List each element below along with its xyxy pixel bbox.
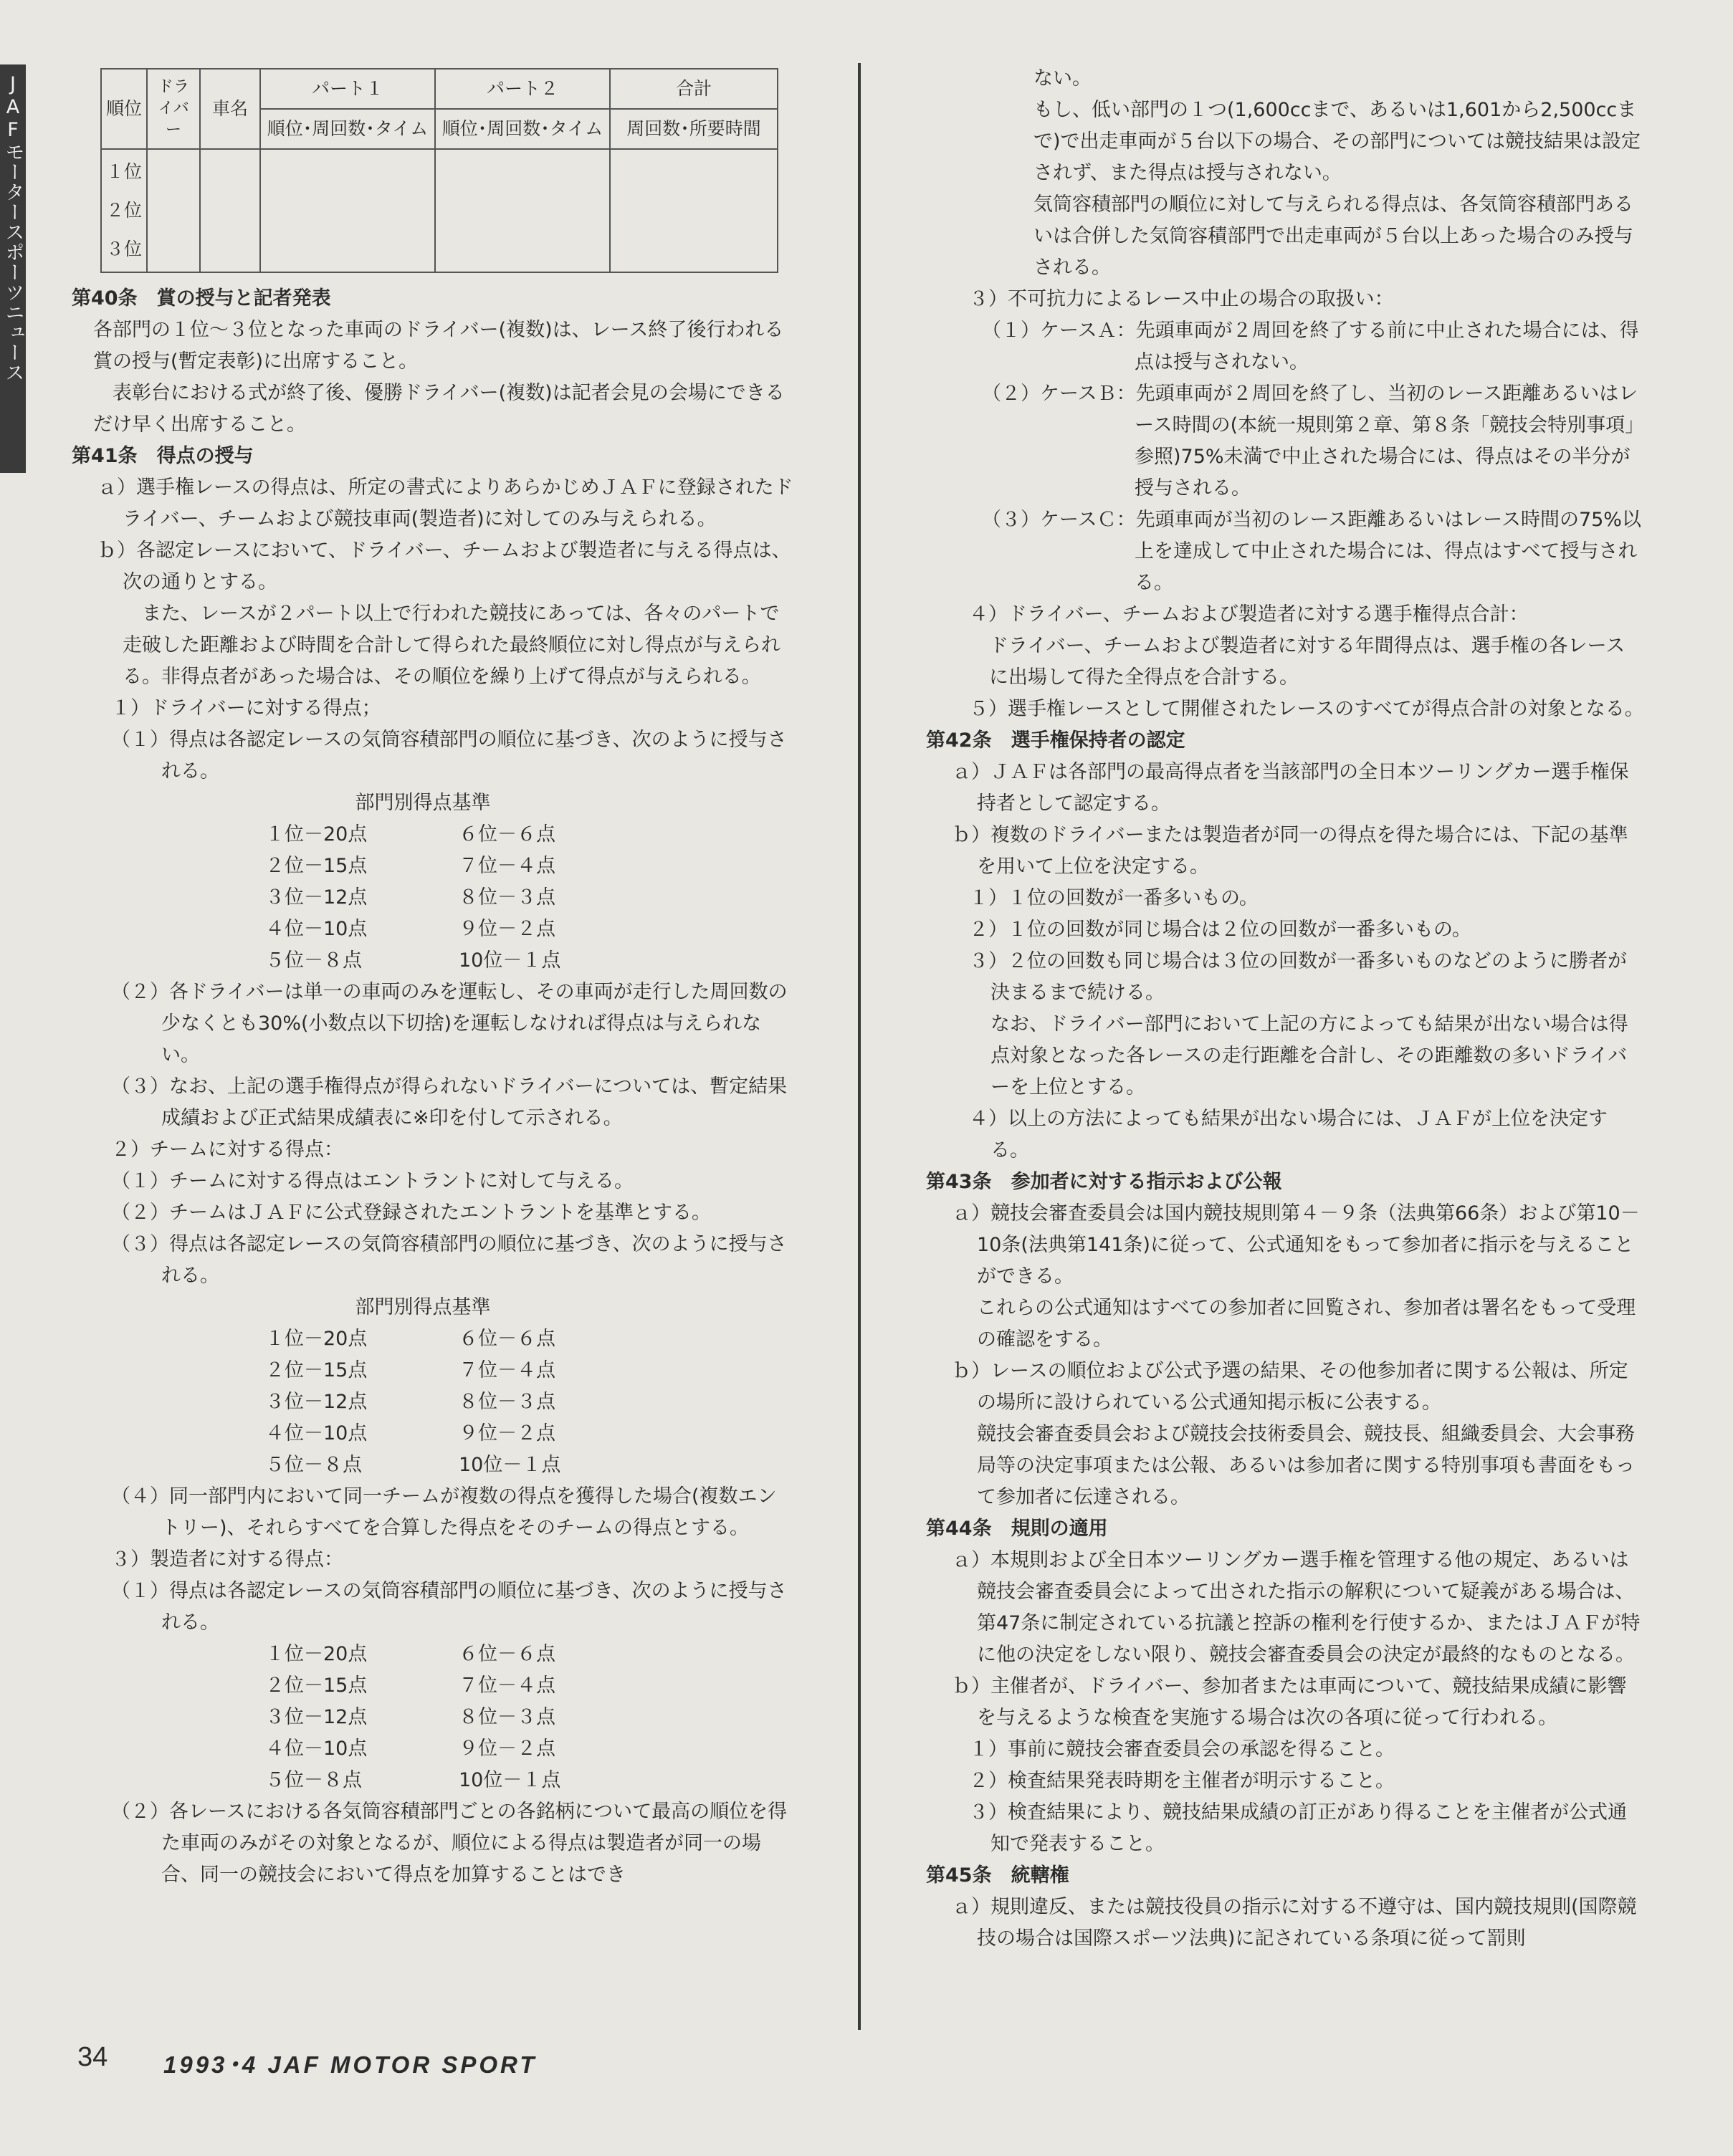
points-entry: ７位－４点 — [459, 1675, 555, 1697]
page-number: 34 — [77, 2042, 108, 2072]
points-entry: ７位－４点 — [459, 1359, 555, 1381]
rank-row: ３位 — [106, 239, 143, 259]
tiebreak-item: ４）以上の方法によっても結果が出ない場合には、ＪＡＦが上位を決定する。 — [969, 1108, 1608, 1161]
rank-row: １位 — [106, 161, 143, 182]
points-entry: 10位－１点 — [459, 1454, 561, 1476]
championship-total-heading: ４）ドライバー、チームおよび製造者に対する選手権得点合計： — [969, 603, 1529, 626]
continued-text: ない。 — [1033, 67, 1092, 90]
force-majeure-heading: ３）不可抗力によるレース中止の場合の取扱い： — [969, 288, 1394, 310]
inspection-item: １）事前に競技会審査委員会の承認を得ること。 — [969, 1738, 1395, 1760]
article-45-clause-a: ａ）規則違反、または競技役員の指示に対する不遵守は、国内競技規則(国際競技の場合は国際スポーツ法典)に記されている条項に従って罰則 — [952, 1896, 1637, 1950]
points-entry: １位－20点 — [265, 823, 368, 845]
inspection-item: ３）検査結果により、競技結果成績の訂正があり得ることを主催者が公式通知で発表すること。 — [969, 1801, 1627, 1855]
right-column — [926, 63, 1644, 1955]
points-entry: 10位－１点 — [459, 1769, 561, 1791]
driver-points-item: （３）なお、上記の選手権得点が得られないドライバーについては、暫定結果成績および正式結果成績表に※印を付して示される。 — [111, 1075, 788, 1129]
points-entry: ５位－８点 — [265, 1454, 362, 1476]
points-entry: ７位－４点 — [459, 855, 555, 877]
part2-header: パート２ — [435, 69, 610, 109]
case-c: （３）ケースＣ：先頭車両が当初のレース距離あるいはレース時間の75%以上を達成して中止された場合には、得点はすべて授与される。 — [982, 509, 1641, 594]
points-entry: ５位－８点 — [265, 949, 362, 972]
championship-total-item: ５）選手権レースとして開催されたレースのすべてが得点合計の対象となる。 — [969, 698, 1644, 720]
section-side-tab: JAFモータースポーツニュース — [0, 64, 26, 473]
points-entry: ９位－２点 — [459, 918, 555, 940]
points-table-title: 部門別得点基準 — [355, 1296, 491, 1318]
case-b: （２）ケースＢ：先頭車両が２周回を終了し、当初のレース距離あるいはレース時間の(本統一規則第２章、第８条「競技会特別事項」参照)75%未満で中止された場合には、得点はその半分が授与される。 — [982, 383, 1638, 499]
points-entry: ３位－12点 — [265, 1391, 368, 1413]
blank-cell — [200, 149, 260, 272]
total-header: 合計 — [610, 69, 778, 109]
tiebreak-item: ３）２位の回数も同じ場合は３位の回数が一番多いものなどのように勝者が決まるまで続ける。 — [969, 950, 1627, 1004]
points-table — [265, 1639, 796, 1796]
article-42-clause-b: ｂ）複数のドライバーまたは製造者が同一の得点を得た場合には、下記の基準を用いて上位を決定する。 — [952, 824, 1628, 878]
points-entry: ６位－６点 — [459, 1643, 555, 1665]
tiebreak-item: ２）１位の回数が同じ場合は２位の回数が一番多いもの。 — [969, 919, 1471, 941]
points-entry: １位－20点 — [265, 1643, 368, 1665]
article-41-clause-b: ｂ）各認定レースにおいて、ドライバー、チームおよび製造者に与える得点は、次の通りとする。 — [97, 540, 791, 593]
points-entry: １位－20点 — [265, 1328, 368, 1350]
points-entry: ２位－15点 — [265, 855, 368, 877]
article-43-clause-b: ｂ）レースの順位および公式予選の結果、その他参加者に関する公報は、所定の場所に設けられている公式通知掲示板に公表する。 — [952, 1360, 1628, 1414]
driver-points-item: （２）各ドライバーは単一の車両のみを運転し、その車両が走行した周回数の少なくとも30%(小数点以下切捨)を運転しなければ得点は与えられない。 — [111, 981, 788, 1066]
points-entry: ８位－３点 — [459, 1391, 555, 1413]
article-43-clause-b-note: 競技会審査委員会および競技会技術委員会、競技長、組織委員会、大会事務局等の決定事項または公報、あるいは参加者に関する特別事項も書面をもって参加者に伝達される。 — [977, 1423, 1635, 1508]
article-43-clause-a: ａ）競技会審査委員会は国内競技規則第４－９条（法典第66条）および第10－10条(法典第141条)に従って、公式通知をもって参加者に指示を与えることができる。 — [952, 1202, 1640, 1288]
points-entry: ４位－10点 — [265, 1738, 368, 1760]
points-table — [265, 1323, 796, 1481]
article-44-heading: 第44条 規則の適用 — [926, 1518, 1108, 1540]
article-44-clause-b: ｂ）主催者が、ドライバー、参加者または車両について、競技結果成績に影響を与えるような検査を実施する場合は次の各項に従って行われる。 — [952, 1675, 1627, 1729]
points-entry: ６位－６点 — [459, 1328, 555, 1350]
article-41-clause-a: ａ）選手権レースの得点は、所定の書式によりあらかじめＪＡＦに登録されたドライバー、チームおよび競技車両(製造者)に対してのみ与えられる。 — [97, 476, 793, 530]
rank-row: ２位 — [106, 200, 143, 221]
part1-header: パート１ — [260, 69, 435, 109]
inspection-item: ２）検査結果発表時期を主催者が明示すること。 — [969, 1770, 1395, 1792]
continued-text: 気筒容積部門の順位に対して与えられる得点は、各気筒容積部門あるいは合併した気筒容積部門で出走車両が５台以上あった場合のみ授与される。 — [1033, 193, 1633, 279]
part2-subheader: 順位･周回数･タイム — [435, 109, 610, 149]
article-40-paragraph: 表彰台における式が終了後、優勝ドライバー(複数)は記者会見の会場にできるだけ早く出席すること。 — [93, 382, 785, 436]
team-points-item: （３）得点は各認定レースの気筒容積部門の順位に基づき、次のように授与される。 — [111, 1233, 787, 1287]
rank-rows-cell — [101, 149, 147, 272]
points-entry: 10位－１点 — [459, 949, 561, 972]
manufacturer-points-heading: ３）製造者に対する得点： — [111, 1548, 343, 1571]
blank-cell — [435, 149, 610, 272]
rank-header: 順位 — [101, 69, 147, 149]
article-41-clause-b-note: また、レースが２パート以上で行われた競技にあっては、各々のパートで走破した距離および時間を合計して得られた最終順位に対し得点が与えられる。非得点者があった場合は、その順位を繰り上げて得点が与えられる。 — [123, 603, 780, 688]
driver-points-item: （１）得点は各認定レースの気筒容積部門の順位に基づき、次のように授与される。 — [111, 729, 787, 782]
team-points-item: （４）同一部門内において同一チームが複数の得点を獲得した場合(複数エントリー)、それらすべてを合算した得点をそのチームの得点とする。 — [111, 1485, 777, 1539]
continued-text: もし、低い部門の１つ(1,600ccまで、あるいは1,601から2,500ccまで)で出走車両が５台以下の場合、その部門については競技結果は設定されず、また得点は授与されない。 — [1033, 99, 1641, 184]
article-43-clause-a-note: これらの公式通知はすべての参加者に回覧され、参加者は署名をもって受理の確認をする。 — [977, 1297, 1636, 1351]
points-entry: ５位－８点 — [265, 1769, 362, 1791]
points-table — [265, 819, 796, 977]
points-entry: ９位－２点 — [459, 1738, 555, 1760]
points-entry: ４位－10点 — [265, 1422, 368, 1444]
points-entry: ３位－12点 — [265, 1706, 368, 1728]
team-points-item: （１）チームに対する得点はエントラントに対して与える。 — [111, 1170, 634, 1192]
article-44-clause-a: ａ）本規則および全日本ツーリングカー選手権を管理する他の規定、あるいは競技会審査委員会によって出された指示の解釈について疑義がある場合は、第47条に制定されている抗議と控訴の権利を行使するか、またはＪＡＦが特に他の決定をしない限り、競技会審査委員会の決定が最終的なものとなる。 — [952, 1549, 1641, 1666]
article-43-heading: 第43条 参加者に対する指示および公報 — [926, 1171, 1282, 1193]
case-a: （１）ケースＡ：先頭車両が２周回を終了する前に中止された場合には、得点は授与されない。 — [982, 320, 1639, 373]
column-divider — [858, 63, 861, 2030]
blank-cell — [260, 149, 435, 272]
manufacturer-points-item: （２）各レースにおける各気筒容積部門ごとの各銘柄について最高の順位を得た車両のみがその対象となるが、順位による得点は製造者が同一の場合、同一の競技会において得点を加算することはでき — [111, 1801, 788, 1886]
points-entry: ２位－15点 — [265, 1675, 368, 1697]
article-45-heading: 第45条 統轄権 — [926, 1864, 1069, 1887]
article-41-heading: 第41条 得点の授与 — [72, 445, 254, 467]
driver-header: ドライバー — [147, 69, 200, 149]
car-header: 車名 — [200, 69, 260, 149]
points-entry: ２位－15点 — [265, 1359, 368, 1381]
points-entry: ４位－10点 — [265, 918, 368, 940]
points-entry: ６位－６点 — [459, 823, 555, 845]
left-column — [72, 68, 796, 1891]
tiebreak-note: なお、ドライバー部門において上記の方によっても結果が出ない場合は得点対象となった各レースの走行距離を合計し、その距離数の多いドライバーを上位とする。 — [990, 1013, 1628, 1098]
article-40-heading: 第40条 賞の授与と記者発表 — [72, 287, 331, 310]
magazine-footer: 1993･4 JAF MOTOR SPORT — [163, 2051, 538, 2078]
total-subheader: 周回数･所要時間 — [610, 109, 778, 149]
article-42-heading: 第42条 選手権保持者の認定 — [926, 729, 1185, 752]
driver-points-heading: １）ドライバーに対する得点； — [111, 697, 381, 719]
results-form-table — [100, 68, 778, 273]
points-entry: ８位－３点 — [459, 886, 555, 909]
part1-subheader: 順位･周回数･タイム — [260, 109, 435, 149]
manufacturer-points-item: （１）得点は各認定レースの気筒容積部門の順位に基づき、次のように授与される。 — [111, 1580, 787, 1634]
championship-total-body: ドライバー、チームおよび製造者に対する年間得点は、選手権の各レースに出場して得た全得点を合計する。 — [989, 635, 1625, 689]
team-points-heading: ２）チームに対する得点： — [111, 1139, 343, 1161]
blank-cell — [147, 149, 200, 272]
tiebreak-item: １）１位の回数が一番多いもの。 — [969, 887, 1259, 909]
points-table-title: 部門別得点基準 — [355, 792, 491, 814]
points-entry: ３位－12点 — [265, 886, 368, 909]
points-entry: ８位－３点 — [459, 1706, 555, 1728]
points-entry: ９位－２点 — [459, 1422, 555, 1444]
blank-cell — [610, 149, 778, 272]
team-points-item: （２）チームはＪＡＦに公式登録されたエントラントを基準とする。 — [111, 1202, 711, 1224]
article-40-paragraph: 各部門の１位～３位となった車両のドライバー(複数)は、レース終了後行われる賞の授与(暫定表彰)に出席すること。 — [93, 319, 784, 373]
article-42-clause-a: ａ）ＪＡＦは各部門の最高得点者を当該部門の全日本ツーリングカー選手権保持者として認定する。 — [952, 761, 1629, 815]
